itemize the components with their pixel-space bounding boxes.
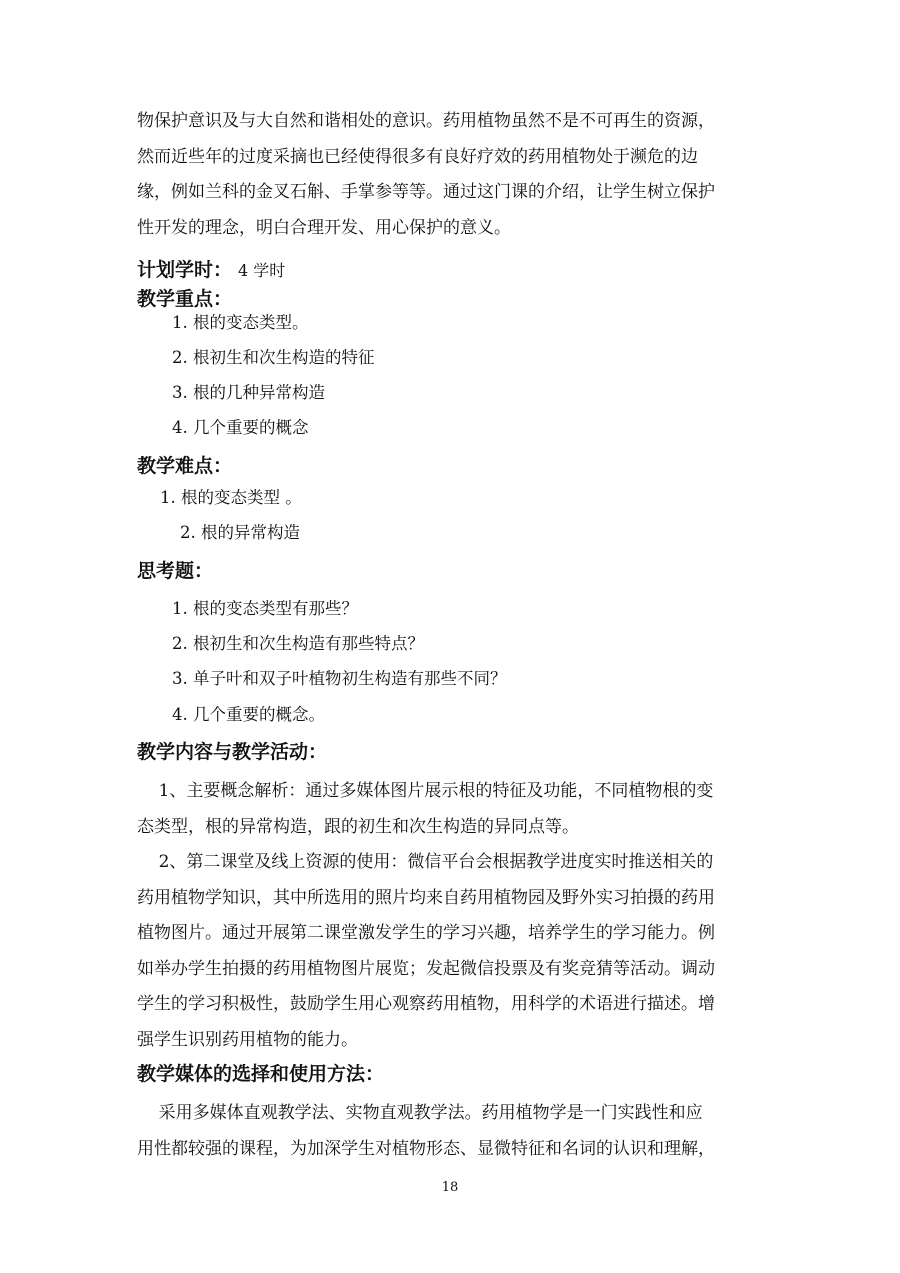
key-point-item: 3. 根的几种异常构造 bbox=[172, 383, 325, 402]
difficulties-heading: 教学难点： bbox=[137, 455, 233, 477]
intro-line: 然而近些年的过度采摘也已经使得很多有良好疗效的药用植物处于濒危的边 bbox=[137, 146, 698, 167]
question-item: 4. 几个重要的概念。 bbox=[172, 705, 325, 724]
media-line: 采用多媒体直观教学法、实物直观教学法。药用植物学是一门实践性和应 bbox=[137, 1103, 703, 1123]
content-line: 强学生识别药用植物的能力。 bbox=[137, 1029, 358, 1050]
key-points-heading: 教学重点： bbox=[137, 288, 233, 310]
planned-hours-value: 4 学时 bbox=[238, 261, 286, 280]
questions-heading: 思考题： bbox=[137, 560, 214, 582]
content-line: 2、第二课堂及线上资源的使用：微信平台会根据教学进度实时推送相关的 bbox=[137, 852, 714, 872]
content-line: 植物图片。通过开展第二课堂激发学生的学习兴趣，培养学生的学习能力。例 bbox=[137, 923, 715, 943]
media-line: 用性都较强的课程，为加深学生对植物形态、显微特征和名词的认识和理解， bbox=[137, 1138, 715, 1159]
media-paragraph bbox=[137, 1096, 757, 1167]
planned-hours bbox=[137, 255, 285, 286]
planned-hours-label: 计划学时： bbox=[137, 259, 233, 281]
intro-paragraph bbox=[137, 104, 757, 246]
content-line: 药用植物学知识，其中所选用的照片均来自药用植物园及野外实习拍摄的药用 bbox=[137, 887, 715, 908]
key-point-item: 2. 根初生和次生构造的特征 bbox=[172, 348, 375, 367]
key-point-item: 4. 几个重要的概念 bbox=[172, 418, 309, 437]
content-paragraph-2 bbox=[137, 845, 757, 1058]
question-item: 2. 根初生和次生构造有那些特点？ bbox=[172, 634, 424, 653]
content-line: 学生的学习积极性，鼓励学生用心观察药用植物，用科学的术语进行描述。增 bbox=[137, 994, 715, 1014]
page-number: 18 bbox=[441, 1180, 459, 1195]
media-heading: 教学媒体的选择和使用方法： bbox=[137, 1063, 385, 1085]
question-item: 1. 根的变态类型有那些？ bbox=[172, 599, 358, 618]
content-line: 态类型，根的异常构造，跟的初生和次生构造的异同点等。 bbox=[137, 816, 579, 837]
question-item: 3. 单子叶和双子叶植物初生构造有那些不同？ bbox=[172, 669, 507, 688]
content-line: 如举办学生拍摄的药用植物图片展览；发起微信投票及有奖竞猜等活动。调动 bbox=[137, 958, 715, 979]
intro-line: 性开发的理念，明白合理开发、用心保护的意义。 bbox=[137, 217, 511, 238]
difficulty-item: 1. 根的变态类型 。 bbox=[160, 488, 302, 507]
intro-line: 物保护意识及与大自然和谐相处的意识。药用植物虽然不是不可再生的资源， bbox=[137, 111, 715, 131]
content-paragraph-1 bbox=[137, 774, 757, 845]
content-heading: 教学内容与教学活动： bbox=[137, 741, 328, 763]
key-point-item: 1. 根的变态类型。 bbox=[172, 313, 309, 332]
difficulty-item: 2. 根的异常构造 bbox=[180, 523, 300, 542]
content-line: 1、主要概念解析：通过多媒体图片展示根的特征及功能，不同植物根的变 bbox=[137, 781, 714, 801]
intro-line: 缘，例如兰科的金叉石斛、手掌参等等。通过这门课的介绍，让学生树立保护 bbox=[137, 182, 715, 202]
